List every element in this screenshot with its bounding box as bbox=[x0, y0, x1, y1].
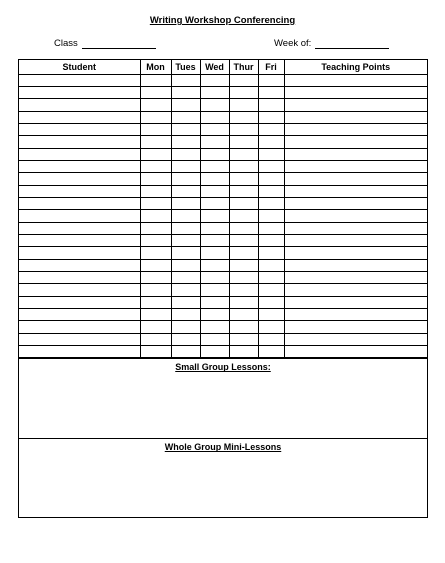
cell-thur[interactable] bbox=[229, 197, 258, 209]
table-header-row bbox=[19, 60, 427, 74]
cell-student[interactable] bbox=[19, 234, 140, 246]
cell-thur[interactable] bbox=[229, 284, 258, 296]
cell-student[interactable] bbox=[19, 321, 140, 333]
cell-fri[interactable] bbox=[258, 111, 284, 123]
cell-wed[interactable] bbox=[200, 309, 229, 321]
cell-wed[interactable] bbox=[200, 99, 229, 111]
cell-tues[interactable] bbox=[171, 74, 200, 86]
cell-teaching-points[interactable] bbox=[284, 346, 427, 358]
header-fri: Fri bbox=[258, 60, 284, 74]
cell-fri[interactable] bbox=[258, 296, 284, 308]
cell-student[interactable] bbox=[19, 148, 140, 160]
table-row bbox=[19, 197, 427, 209]
table-body bbox=[19, 74, 427, 358]
cell-teaching-points[interactable] bbox=[284, 74, 427, 86]
cell-student[interactable] bbox=[19, 222, 140, 234]
table-row bbox=[19, 309, 427, 321]
cell-tues[interactable] bbox=[171, 160, 200, 172]
cell-thur[interactable] bbox=[229, 309, 258, 321]
cell-tues[interactable] bbox=[171, 259, 200, 271]
cell-student[interactable] bbox=[19, 99, 140, 111]
cell-tues[interactable] bbox=[171, 148, 200, 160]
cell-teaching-points[interactable] bbox=[284, 210, 427, 222]
week-blank-line[interactable] bbox=[315, 39, 389, 49]
class-field[interactable] bbox=[54, 38, 156, 49]
cell-mon[interactable] bbox=[140, 210, 171, 222]
cell-fri[interactable] bbox=[258, 346, 284, 358]
cell-tues[interactable] bbox=[171, 197, 200, 209]
cell-student[interactable] bbox=[19, 173, 140, 185]
cell-student[interactable] bbox=[19, 284, 140, 296]
cell-teaching-points[interactable] bbox=[284, 197, 427, 209]
cell-teaching-points[interactable] bbox=[284, 148, 427, 160]
conferencing-table bbox=[19, 60, 427, 358]
cell-tues[interactable] bbox=[171, 173, 200, 185]
header-wed: Wed bbox=[200, 60, 229, 74]
table-row bbox=[19, 173, 427, 185]
cell-teaching-points[interactable] bbox=[284, 222, 427, 234]
table-row bbox=[19, 259, 427, 271]
cell-tues[interactable] bbox=[171, 321, 200, 333]
conferencing-sheet bbox=[18, 59, 428, 518]
cell-wed[interactable] bbox=[200, 185, 229, 197]
cell-fri[interactable] bbox=[258, 247, 284, 259]
cell-fri[interactable] bbox=[258, 136, 284, 148]
cell-student[interactable] bbox=[19, 74, 140, 86]
cell-teaching-points[interactable] bbox=[284, 309, 427, 321]
cell-mon[interactable] bbox=[140, 234, 171, 246]
cell-mon[interactable] bbox=[140, 185, 171, 197]
cell-thur[interactable] bbox=[229, 86, 258, 98]
cell-thur[interactable] bbox=[229, 136, 258, 148]
cell-tues[interactable] bbox=[171, 185, 200, 197]
table-row bbox=[19, 247, 427, 259]
table-row bbox=[19, 160, 427, 172]
cell-student[interactable] bbox=[19, 272, 140, 284]
cell-tues[interactable] bbox=[171, 99, 200, 111]
cell-mon[interactable] bbox=[140, 111, 171, 123]
cell-teaching-points[interactable] bbox=[284, 333, 427, 345]
cell-mon[interactable] bbox=[140, 123, 171, 135]
week-label: Week of: bbox=[274, 38, 312, 49]
cell-thur[interactable] bbox=[229, 99, 258, 111]
cell-tues[interactable] bbox=[171, 284, 200, 296]
cell-wed[interactable] bbox=[200, 148, 229, 160]
cell-mon[interactable] bbox=[140, 148, 171, 160]
cell-teaching-points[interactable] bbox=[284, 272, 427, 284]
cell-mon[interactable] bbox=[140, 86, 171, 98]
cell-teaching-points[interactable] bbox=[284, 321, 427, 333]
table-row bbox=[19, 234, 427, 246]
cell-wed[interactable] bbox=[200, 296, 229, 308]
cell-student[interactable] bbox=[19, 333, 140, 345]
cell-thur[interactable] bbox=[229, 185, 258, 197]
cell-mon[interactable] bbox=[140, 272, 171, 284]
cell-wed[interactable] bbox=[200, 111, 229, 123]
table-row bbox=[19, 74, 427, 86]
cell-thur[interactable] bbox=[229, 272, 258, 284]
cell-tues[interactable] bbox=[171, 234, 200, 246]
cell-teaching-points[interactable] bbox=[284, 99, 427, 111]
header-thur: Thur bbox=[229, 60, 258, 74]
cell-wed[interactable] bbox=[200, 74, 229, 86]
cell-fri[interactable] bbox=[258, 284, 284, 296]
table-row bbox=[19, 111, 427, 123]
cell-student[interactable] bbox=[19, 296, 140, 308]
cell-tues[interactable] bbox=[171, 210, 200, 222]
cell-student[interactable] bbox=[19, 111, 140, 123]
cell-student[interactable] bbox=[19, 309, 140, 321]
cell-tues[interactable] bbox=[171, 136, 200, 148]
cell-student[interactable] bbox=[19, 259, 140, 271]
cell-mon[interactable] bbox=[140, 99, 171, 111]
cell-student[interactable] bbox=[19, 346, 140, 358]
cell-mon[interactable] bbox=[140, 333, 171, 345]
cell-fri[interactable] bbox=[258, 333, 284, 345]
cell-mon[interactable] bbox=[140, 136, 171, 148]
cell-thur[interactable] bbox=[229, 346, 258, 358]
cell-wed[interactable] bbox=[200, 234, 229, 246]
table-row bbox=[19, 284, 427, 296]
cell-thur[interactable] bbox=[229, 123, 258, 135]
cell-wed[interactable] bbox=[200, 123, 229, 135]
cell-tues[interactable] bbox=[171, 309, 200, 321]
cell-student[interactable] bbox=[19, 136, 140, 148]
cell-wed[interactable] bbox=[200, 321, 229, 333]
cell-fri[interactable] bbox=[258, 309, 284, 321]
cell-fri[interactable] bbox=[258, 272, 284, 284]
cell-thur[interactable] bbox=[229, 259, 258, 271]
small-group-section[interactable] bbox=[19, 358, 427, 438]
table-row bbox=[19, 210, 427, 222]
cell-mon[interactable] bbox=[140, 346, 171, 358]
cell-mon[interactable] bbox=[140, 321, 171, 333]
cell-wed[interactable] bbox=[200, 160, 229, 172]
cell-wed[interactable] bbox=[200, 136, 229, 148]
cell-thur[interactable] bbox=[229, 160, 258, 172]
cell-fri[interactable] bbox=[258, 222, 284, 234]
cell-mon[interactable] bbox=[140, 160, 171, 172]
week-field[interactable] bbox=[274, 38, 389, 49]
cell-teaching-points[interactable] bbox=[284, 234, 427, 246]
cell-teaching-points[interactable] bbox=[284, 247, 427, 259]
table-row bbox=[19, 321, 427, 333]
cell-tues[interactable] bbox=[171, 247, 200, 259]
cell-teaching-points[interactable] bbox=[284, 136, 427, 148]
cell-student[interactable] bbox=[19, 247, 140, 259]
cell-student[interactable] bbox=[19, 210, 140, 222]
cell-teaching-points[interactable] bbox=[284, 111, 427, 123]
cell-mon[interactable] bbox=[140, 259, 171, 271]
cell-fri[interactable] bbox=[258, 210, 284, 222]
cell-fri[interactable] bbox=[258, 234, 284, 246]
cell-fri[interactable] bbox=[258, 160, 284, 172]
cell-fri[interactable] bbox=[258, 197, 284, 209]
table-row bbox=[19, 346, 427, 358]
cell-wed[interactable] bbox=[200, 284, 229, 296]
cell-fri[interactable] bbox=[258, 86, 284, 98]
cell-thur[interactable] bbox=[229, 74, 258, 86]
cell-thur[interactable] bbox=[229, 210, 258, 222]
cell-student[interactable] bbox=[19, 185, 140, 197]
cell-wed[interactable] bbox=[200, 197, 229, 209]
class-blank-line[interactable] bbox=[82, 39, 156, 49]
cell-fri[interactable] bbox=[258, 99, 284, 111]
table-row bbox=[19, 136, 427, 148]
cell-wed[interactable] bbox=[200, 210, 229, 222]
cell-fri[interactable] bbox=[258, 173, 284, 185]
table-row bbox=[19, 185, 427, 197]
cell-teaching-points[interactable] bbox=[284, 296, 427, 308]
cell-thur[interactable] bbox=[229, 148, 258, 160]
cell-teaching-points[interactable] bbox=[284, 259, 427, 271]
cell-mon[interactable] bbox=[140, 296, 171, 308]
cell-tues[interactable] bbox=[171, 111, 200, 123]
cell-student[interactable] bbox=[19, 86, 140, 98]
cell-wed[interactable] bbox=[200, 272, 229, 284]
header-teaching-points: Teaching Points bbox=[284, 60, 427, 74]
cell-thur[interactable] bbox=[229, 321, 258, 333]
table-row bbox=[19, 148, 427, 160]
cell-tues[interactable] bbox=[171, 296, 200, 308]
cell-thur[interactable] bbox=[229, 234, 258, 246]
table-row bbox=[19, 296, 427, 308]
cell-teaching-points[interactable] bbox=[284, 86, 427, 98]
cell-student[interactable] bbox=[19, 160, 140, 172]
cell-wed[interactable] bbox=[200, 333, 229, 345]
cell-thur[interactable] bbox=[229, 173, 258, 185]
class-label: Class bbox=[54, 38, 78, 49]
cell-student[interactable] bbox=[19, 123, 140, 135]
cell-thur[interactable] bbox=[229, 111, 258, 123]
cell-thur[interactable] bbox=[229, 296, 258, 308]
whole-group-heading: Whole Group Mini-Lessons bbox=[164, 442, 282, 453]
header-mon: Mon bbox=[140, 60, 171, 74]
cell-mon[interactable] bbox=[140, 284, 171, 296]
cell-teaching-points[interactable] bbox=[284, 284, 427, 296]
cell-teaching-points[interactable] bbox=[284, 173, 427, 185]
cell-teaching-points[interactable] bbox=[284, 160, 427, 172]
whole-group-section[interactable] bbox=[19, 438, 427, 517]
cell-tues[interactable] bbox=[171, 123, 200, 135]
cell-wed[interactable] bbox=[200, 86, 229, 98]
cell-wed[interactable] bbox=[200, 173, 229, 185]
cell-mon[interactable] bbox=[140, 197, 171, 209]
cell-mon[interactable] bbox=[140, 247, 171, 259]
cell-fri[interactable] bbox=[258, 123, 284, 135]
cell-fri[interactable] bbox=[258, 185, 284, 197]
cell-mon[interactable] bbox=[140, 309, 171, 321]
cell-fri[interactable] bbox=[258, 321, 284, 333]
cell-wed[interactable] bbox=[200, 346, 229, 358]
header-tues: Tues bbox=[171, 60, 200, 74]
cell-thur[interactable] bbox=[229, 247, 258, 259]
cell-tues[interactable] bbox=[171, 86, 200, 98]
cell-thur[interactable] bbox=[229, 333, 258, 345]
cell-wed[interactable] bbox=[200, 247, 229, 259]
cell-tues[interactable] bbox=[171, 272, 200, 284]
cell-fri[interactable] bbox=[258, 259, 284, 271]
small-group-heading: Small Group Lessons: bbox=[175, 362, 271, 373]
cell-mon[interactable] bbox=[140, 74, 171, 86]
cell-student[interactable] bbox=[19, 197, 140, 209]
cell-tues[interactable] bbox=[171, 333, 200, 345]
cell-fri[interactable] bbox=[258, 74, 284, 86]
cell-mon[interactable] bbox=[140, 173, 171, 185]
table-row bbox=[19, 272, 427, 284]
cell-wed[interactable] bbox=[200, 222, 229, 234]
table-row bbox=[19, 86, 427, 98]
cell-tues[interactable] bbox=[171, 222, 200, 234]
worksheet-title: Writing Workshop Conferencing bbox=[149, 15, 296, 26]
cell-teaching-points[interactable] bbox=[284, 185, 427, 197]
table-row bbox=[19, 333, 427, 345]
table-row bbox=[19, 222, 427, 234]
cell-tues[interactable] bbox=[171, 346, 200, 358]
table-row bbox=[19, 123, 427, 135]
cell-fri[interactable] bbox=[258, 148, 284, 160]
header-student: Student bbox=[19, 60, 140, 74]
table-row bbox=[19, 99, 427, 111]
cell-wed[interactable] bbox=[200, 259, 229, 271]
cell-teaching-points[interactable] bbox=[284, 123, 427, 135]
cell-thur[interactable] bbox=[229, 222, 258, 234]
cell-mon[interactable] bbox=[140, 222, 171, 234]
